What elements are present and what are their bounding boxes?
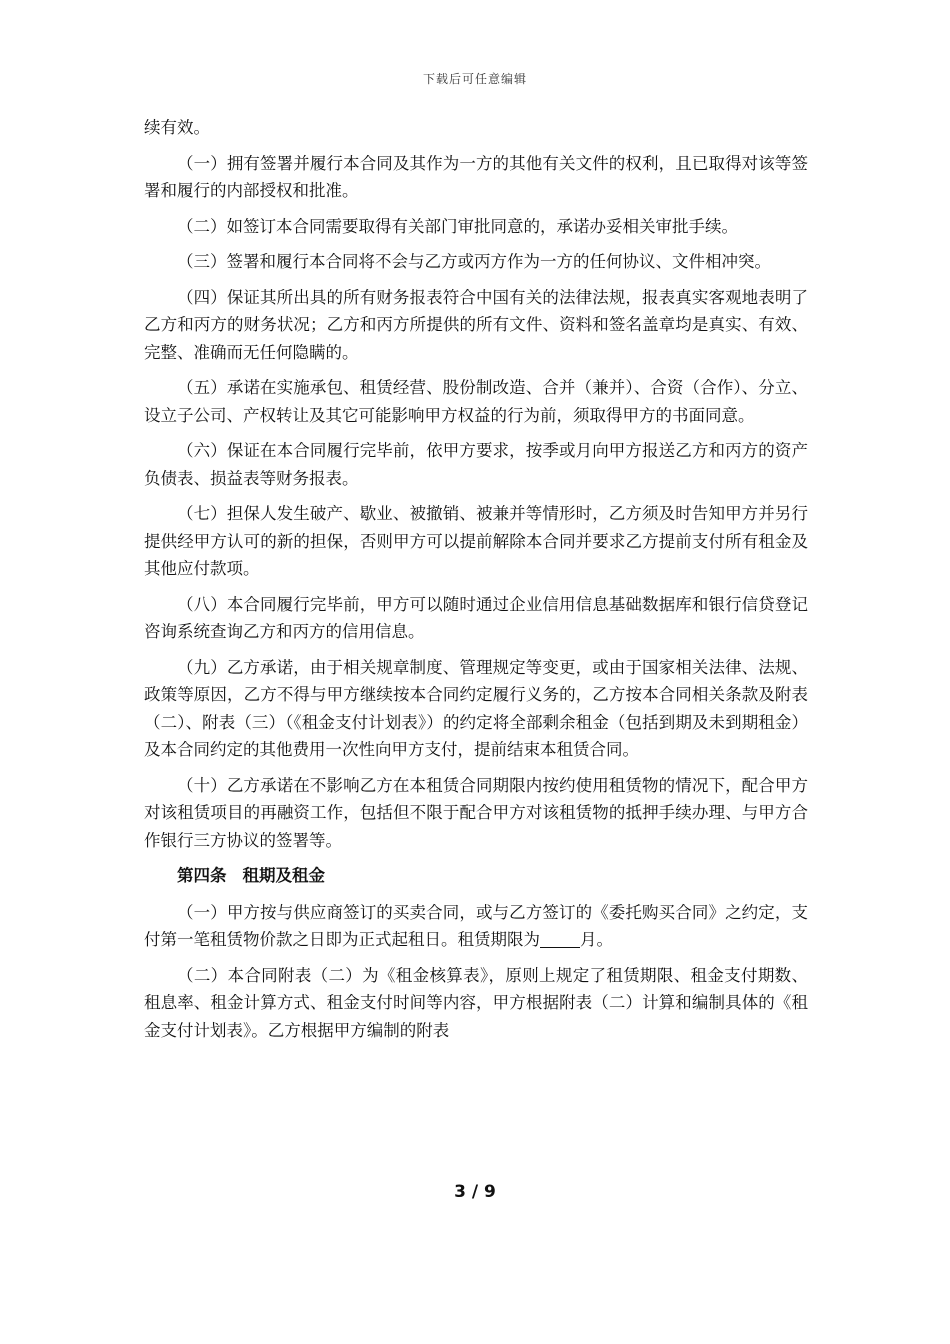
paragraph: （二）如签订本合同需要取得有关部门审批同意的，承诺办妥相关审批手续。 (177, 216, 738, 236)
paragraph: （一）拥有签署并履行本合同及其作为一方的其他有关文件的权利，且已取得对该等签署和履行的内部授权和批准。 (144, 153, 808, 200)
paragraph: （五）承诺在实施承包、租赁经营、股份制改造、合并（兼并）、合资（合作）、分立、设立子公司、产权转让及其它可能影响甲方权益的行为前，须取得甲方的书面同意。 (144, 378, 808, 425)
section-title: 租期及租金 (242, 866, 325, 885)
paragraph: （十）乙方承诺在不影响乙方在本租赁合同期限内按约使用租赁物的情况下，配合甲方对该租赁项目的再融资工作，包括但不限于配合甲方对该租赁物的抵押手续办理、与甲方合作银行三方协议的签署等。 (144, 775, 808, 850)
paragraph: 续有效。 (144, 118, 210, 137)
document-body (144, 114, 808, 1052)
paragraph: （九）乙方承诺，由于相关规章制度、管理规定等变更，或由于国家相关法律、法规、政策等原因，乙方不得与甲方继续按本合同约定履行义务的，乙方按本合同相关条款及附表（二）、附表（三）（《租金支付计划表》）的约定将全部剩余租金（包括到期及未到期租金）及本合同约定的其他费用一次性向甲方支付，提前结束本租赁合同。 (144, 657, 808, 759)
paragraph: （八）本合同履行完毕前，甲方可以随时通过企业信用信息基础数据库和银行信贷登记咨询系统查询乙方和丙方的信用信息。 (144, 594, 808, 641)
section-heading (144, 862, 808, 890)
paragraph: （三）签署和履行本合同将不会与乙方或丙方作为一方的任何协议、文件相冲突。 (177, 252, 771, 271)
section-number: 第四条 (177, 866, 227, 885)
page-header: 下载后可任意编辑 (422, 72, 527, 86)
paragraph: （四）保证其所出具的所有财务报表符合中国有关的法律法规，报表真实客观地表明了乙方和丙方的财务状况；乙方和丙方所提供的所有文件、资料和签名盖章均是真实、有效、完整、准确而无任何隐瞒的。 (144, 287, 808, 362)
paragraph: （七）担保人发生破产、歇业、被撤销、被兼并等情形时，乙方须及时告知甲方并另行提供经甲方认可的新的担保，否则甲方可以提前解除本合同并要求乙方提前支付所有租金及其他应付款项。 (144, 504, 808, 578)
blank-underline (540, 929, 580, 948)
paragraph: （二）本合同附表（二）为《租金核算表》，原则上规定了租赁期限、租金支付期数、租息率、租金计算方式、租金支付时间等内容，甲方根据附表（二）计算和编制具体的《租金支付计划表》。乙方根据甲方编制的附表 (144, 965, 808, 1040)
paragraph-text: （一）甲方按与供应商签订的买卖合同，或与乙方签订的《委托购买合同》之约定，支付第一笔租赁物价款之日即为正式起租日。租赁期限为 (144, 902, 808, 949)
paragraph-text-end: 月。 (580, 930, 613, 949)
page-number: 3 / 9 (454, 1182, 496, 1202)
paragraph (144, 899, 808, 954)
paragraph: （六）保证在本合同履行完毕前，依甲方要求，按季或月向甲方报送乙方和丙方的资产负债表、损益表等财务报表。 (144, 441, 808, 488)
